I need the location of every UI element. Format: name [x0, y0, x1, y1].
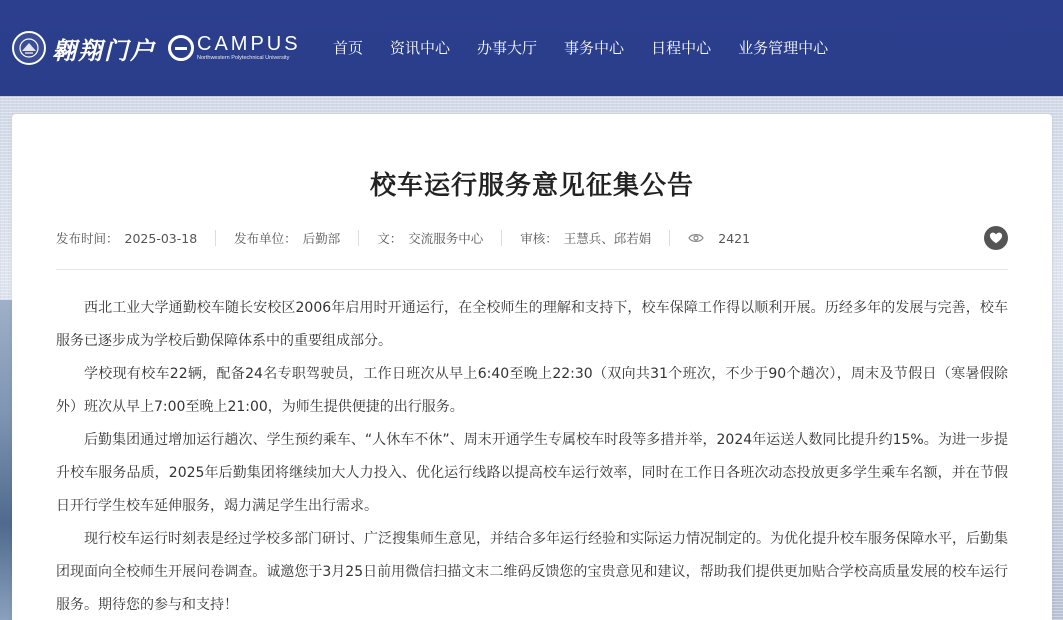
meta-divider: [358, 230, 359, 246]
nav-item-news[interactable]: 资讯中心: [390, 39, 451, 57]
meta-divider: [501, 230, 502, 246]
ecampus-word: CAMPUS: [197, 33, 301, 55]
article-card: [12, 114, 1052, 620]
nav-item-service-hall[interactable]: 办事大厅: [477, 39, 538, 57]
meta-publish-time: [56, 229, 197, 247]
meta-divider: [215, 230, 216, 246]
portal-logo[interactable]: [12, 30, 301, 66]
view-count: 2421: [718, 230, 751, 246]
nav-item-home[interactable]: 首页: [333, 39, 364, 57]
ecampus-logo-icon: [168, 35, 194, 61]
eye-icon: [688, 232, 704, 244]
nav-item-affairs[interactable]: 事务中心: [564, 39, 625, 57]
article-paragraph: 学校现有校车22辆，配备24名专职驾驶员，工作日班次从早上6:40至晚上22:30（双向共31个班次，不少于90个趟次），周末及节假日（寒暑假除外）班次从早上7:00至晚上21:00，为师生提供便捷的出行服务。: [56, 366, 1008, 415]
article-title: 校车运行服务意见征集公告: [369, 171, 694, 202]
top-header: [0, 0, 1063, 96]
meta-author: [377, 229, 483, 247]
nav-item-schedule[interactable]: 日程中心: [651, 39, 712, 57]
meta-unit: [234, 229, 340, 247]
heart-icon: [989, 231, 1003, 245]
meta-value: 2025-03-18: [124, 230, 198, 246]
favorite-button[interactable]: [984, 226, 1008, 250]
meta-value: 交流服务中心: [408, 231, 484, 246]
meta-value: 后勤部: [302, 231, 341, 246]
meta-divider: [669, 230, 670, 246]
meta-separator-line: [56, 269, 1008, 270]
portal-name: 翱翔门户: [52, 35, 156, 65]
meta-value: 王慧兵、邱若娟: [563, 231, 652, 246]
article-paragraph: 后勤集团通过增加运行趟次、学生预约乘车、“人休车不休”、周末开通学生专属校车时段等多措并举，2024年运送人数同比提升约15%。为进一步提升校车服务品质，2025年后勤集团将继续加大人力投入、优化运行线路以提高校车运行效率，同时在工作日各班次动态投放更多学生乘车名额，并在节假日开行学生校车延伸服务，竭力满足学生出行需求。: [56, 432, 1008, 514]
article-meta: [56, 228, 1008, 248]
university-seal-icon: [12, 31, 46, 65]
main-nav: [333, 37, 828, 59]
nav-item-business-management[interactable]: 业务管理中心: [738, 39, 829, 57]
ecampus-subtitle: Northwestern Polytechnical University: [197, 55, 290, 61]
meta-views: [688, 231, 750, 246]
background-decoration: [0, 300, 12, 620]
article-body: [56, 292, 1008, 620]
meta-reviewer: [520, 229, 651, 247]
meta-label: 文：: [377, 231, 403, 246]
ecampus-logo: [168, 34, 301, 62]
meta-label: 发布单位：: [234, 231, 297, 246]
meta-label: 审核：: [520, 231, 558, 246]
meta-label: 发布时间：: [56, 231, 119, 246]
article-paragraph: 西北工业大学通勤校车随长安校区2006年启用时开通运行，在全校师生的理解和支持下，校车保障工作得以顺利开展。历经多年的发展与完善，校车服务已逐步成为学校后勤保障体系中的重要组成部分。: [56, 300, 1008, 349]
article-paragraph: 现行校车运行时刻表是经过学校多部门研讨、广泛搜集师生意见，并结合多年运行经验和实际运力情况制定的。为优化提升校车服务保障水平，后勤集团现面向全校师生开展问卷调查。诚邀您于3月25日前用微信扫描文末二维码反馈您的宝贵意见和建议，帮助我们提供更加贴合学校高质量发展的校车运行服务。期待您的参与和支持！: [56, 531, 1008, 613]
